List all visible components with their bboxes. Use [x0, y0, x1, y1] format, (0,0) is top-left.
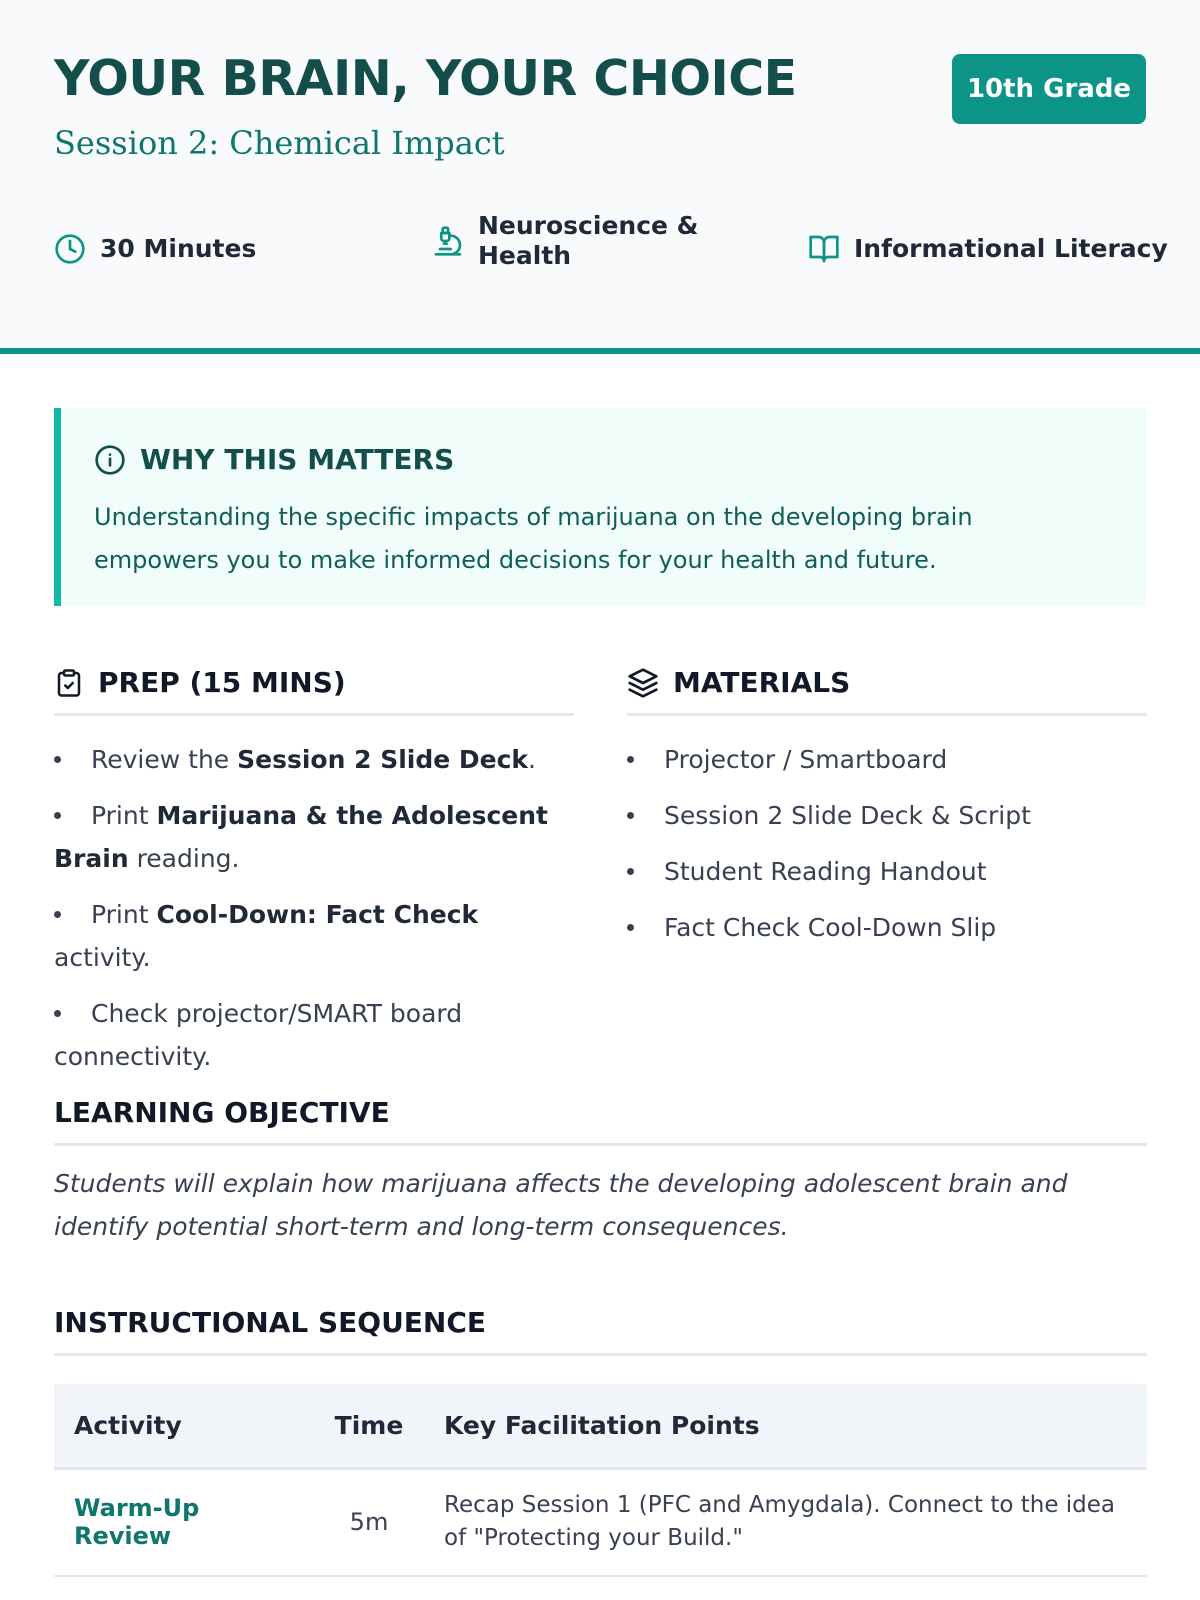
why-this-matters-callout [54, 408, 1147, 606]
meta-literacy [808, 233, 1168, 265]
materials-section [627, 660, 1147, 962]
clipboard-check-icon [54, 668, 84, 698]
info-icon [94, 444, 126, 476]
materials-list [627, 738, 1147, 949]
objective-text: Students will explain how marijuana affects the developing adolescent brain and identify potential short-term and long-term consequences. [54, 1169, 1068, 1241]
bullet-dot [627, 812, 634, 819]
column-header-activity: Activity [54, 1384, 314, 1468]
time-cell: 5m [314, 1468, 424, 1576]
bullet-dot [627, 924, 634, 931]
table-header-row [54, 1384, 1147, 1468]
bullet-dot [54, 911, 61, 918]
microscope-icon [432, 225, 464, 257]
prep-item: Review the Session 2 Slide Deck. [54, 738, 574, 781]
callout-heading [94, 443, 454, 476]
meta-subject [432, 211, 732, 271]
prep-heading [54, 660, 574, 716]
points-cell: Recap Session 1 (PFC and Amygdala). Connect to the idea of "Protecting your Build." [424, 1468, 1147, 1576]
column-header-points: Key Facilitation Points [424, 1384, 1147, 1468]
materials-item: Student Reading Handout [627, 850, 1147, 893]
page-subtitle: Session 2: Chemical Impact [54, 124, 505, 162]
materials-item: Session 2 Slide Deck & Script [627, 794, 1147, 837]
sequence-table [54, 1384, 1147, 1577]
bullet-dot [627, 756, 634, 763]
meta-subject-label: Neuroscience & Health [478, 211, 699, 270]
prep-item: Check projector/SMART board connectivity. [54, 999, 463, 1071]
prep-list [54, 738, 574, 1078]
activity-cell: Warm-Up Review [54, 1468, 314, 1576]
sequence-heading: INSTRUCTIONAL SEQUENCE [54, 1306, 1147, 1356]
prep-heading-text: PREP (15 MINS) [98, 666, 346, 699]
meta-duration [54, 233, 256, 265]
meta-literacy-label: Informational Literacy [854, 234, 1168, 263]
layers-icon [627, 667, 659, 699]
callout-body: Understanding the specific impacts of marijuana on the developing brain empowers you to make informed decisions for your health and future. [94, 503, 973, 574]
materials-item: Fact Check Cool-Down Slip [627, 906, 1147, 949]
clock-icon [54, 233, 86, 265]
column-header-time: Time [314, 1384, 424, 1468]
book-open-icon [808, 233, 840, 265]
callout-heading-text: WHY THIS MATTERS [140, 443, 455, 476]
materials-heading [627, 660, 1147, 716]
bullet-dot [627, 868, 634, 875]
page-title: YOUR BRAIN, YOUR CHOICE [54, 50, 797, 107]
materials-item: Projector / Smartboard [627, 738, 1147, 781]
page-header [0, 0, 1200, 354]
bullet-dot [54, 1010, 61, 1017]
prep-section [54, 660, 574, 1091]
meta-duration-label: 30 Minutes [100, 234, 257, 263]
grade-badge: 10th Grade [952, 54, 1146, 124]
objective-heading: LEARNING OBJECTIVE [54, 1096, 1147, 1146]
prep-item: Print Marijuana & the Adolescent Brain reading. [54, 801, 548, 873]
bullet-dot [54, 812, 61, 819]
materials-heading-text: MATERIALS [673, 666, 851, 699]
prep-item: Print Cool-Down: Fact Check activity. [54, 900, 479, 972]
table-row [54, 1468, 1147, 1576]
bullet-dot [54, 756, 61, 763]
